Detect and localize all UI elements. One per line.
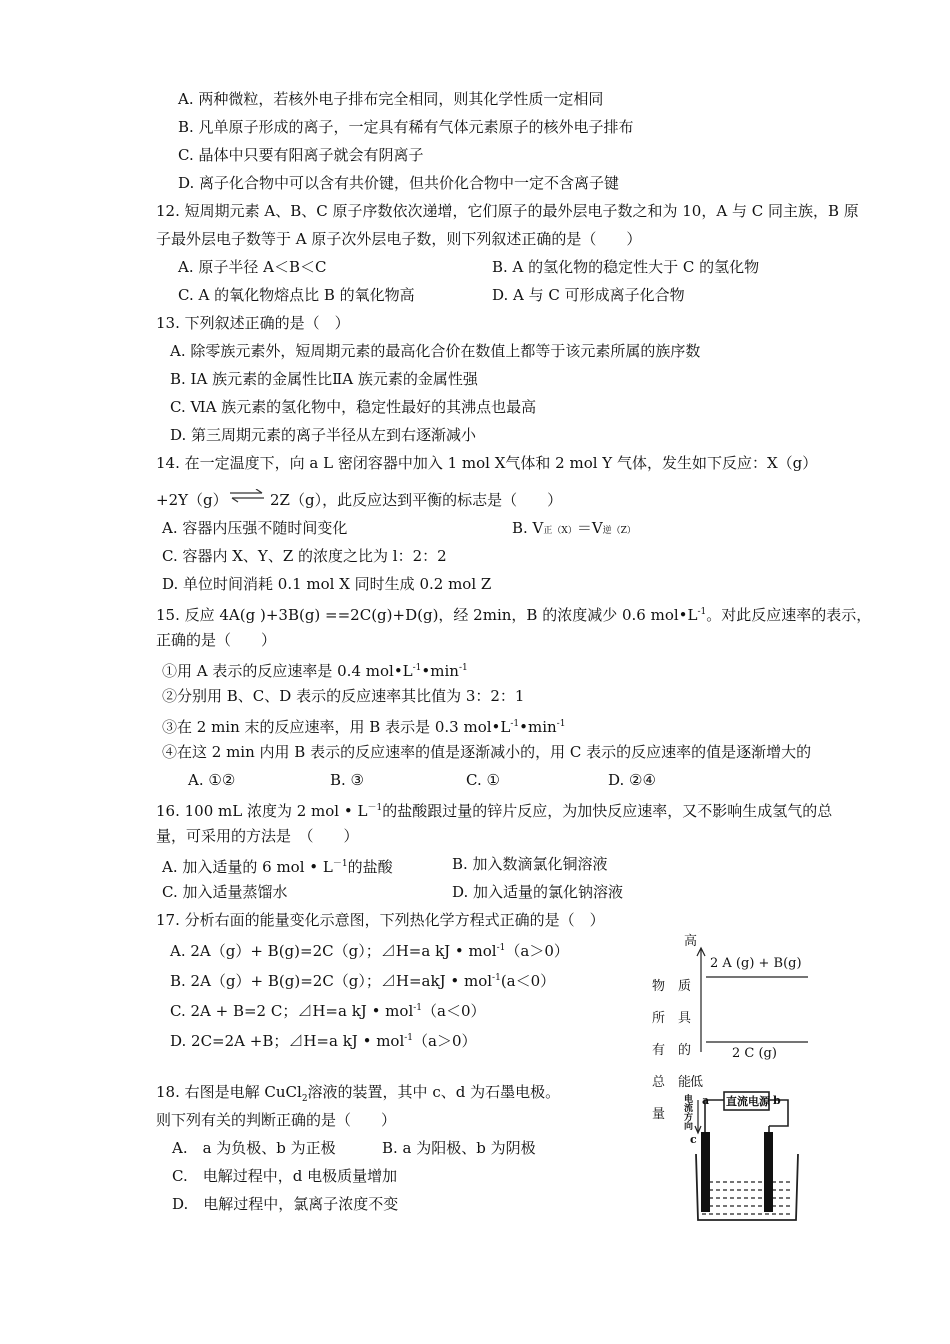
q18-stem-line1: 18. 右图是电解 CuCl$_2$溶液的装置，其中 c、d 为石墨电极。 (156, 1083, 561, 1104)
q18-option-d: D. 电解过程中，氯离子浓度不变 (172, 1195, 399, 1213)
q14-option-c: C. 容器内 X、Y、Z 的浓度之比为 l：2：2 (162, 547, 447, 565)
q14-stem-line2a: +2Y（g） (156, 491, 228, 509)
q14-option-a: A. 容器内压强不随时间变化 (162, 519, 348, 537)
energy-low-label: 低 (690, 1075, 704, 1090)
q12-option-a: A. 原子半径 A＜B＜C (178, 258, 327, 276)
q15-statement-4: ④在这 2 min 内用 B 表示的反应速率的值是逐渐减小的，用 C 表示的反应速率的值是逐渐增大的 (162, 743, 812, 761)
q15-statement-1: ①用 A 表示的反应速率是 0.4 $mol•L^{-1}•\min^{-1}$ (162, 662, 468, 680)
q15-stem-line2: 正确的是（ ） (156, 631, 277, 649)
q13-option-a: A. 除零族元素外，短周期元素的最高化合价在数值上都等于该元素所属的族序数 (170, 342, 701, 360)
current-arrow-icon (693, 1098, 703, 1138)
q15-option-b: B. ③ (330, 771, 365, 789)
energy-ylabel-row4: 总 能 (652, 1075, 692, 1090)
electrode-c-label: c (690, 1133, 697, 1146)
q14-option-b: B. V正（X）＝V逆（Z） (512, 519, 636, 537)
terminal-a-label: a (702, 1094, 710, 1107)
q16-stem-line1: 16. 100 mL 浓度为 2 mol • $L^{-1}$的盐酸跟过量的锌片反应，为加快反应速率，又不影响生成氢气的总 (156, 802, 833, 820)
energy-lower-level-label: 2 C (g) (732, 1046, 777, 1061)
terminal-b-label: b (773, 1094, 781, 1107)
energy-high-label: 高 (684, 934, 698, 949)
q16-option-b: B. 加入数滴氯化铜溶液 (452, 855, 608, 873)
q14-option-d: D. 单位时间消耗 0.1 mol X 同时生成 0.2 mol Z (162, 575, 492, 593)
current-direction-label: 电流方向 (684, 1095, 694, 1132)
q11-option-c: C. 晶体中只要有阳离子就会有阴离子 (178, 146, 424, 164)
q14-stem-line2b: 2Z（g），此反应达到平衡的标志是（ ） (270, 491, 563, 509)
q15-stem-line1: 15. 反应 4A(g )+3B(g) ==2C(g)+D(g)，经 2min，B 的浓度减少 0.6 $mol•L^{-1}$。对此反应速率的表示， (156, 606, 872, 624)
q17-option-c: C. 2A + B=2 C；⊿H=a kJ • mol$^{-1}$（a＜0） (170, 1002, 486, 1020)
q13-option-c: C. ⅥA 族元素的氢化物中，稳定性最好的其沸点也最高 (170, 398, 537, 416)
q12-stem-line2: 子最外层电子数等于 A 原子次外层电子数，则下列叙述正确的是（ ） (156, 230, 642, 248)
q12-option-c: C. A 的氧化物熔点比 B 的氧化物高 (178, 286, 415, 304)
q18-option-a: A. a 为负极、b 为正极 (172, 1139, 336, 1157)
q13-option-b: B. ⅠA 族元素的金属性比ⅡA 族元素的金属性强 (170, 370, 478, 388)
q15-option-a: A. ①② (188, 771, 236, 789)
q11-option-b: B. 凡单原子形成的离子，一定具有稀有气体元素原子的核外电子排布 (178, 118, 634, 136)
q18-option-c: C. 电解过程中，d 电极质量增加 (172, 1167, 398, 1185)
q14-stem-line1: 14. 在一定温度下，向 a L 密闭容器中加入 1 mol X气体和 2 mol Y 气体，发生如下反应：X（g） (156, 454, 818, 472)
q15-statement-2: ②分别用 B、C、D 表示的反应速率其比值为 3：2：1 (162, 687, 525, 705)
q12-stem-line1: 12. 短周期元素 A、B、C 原子序数依次递增，它们原子的最外层电子数之和为 10，A 与 C 同主族，B 原 (156, 202, 859, 220)
energy-ylabel-row1: 物 质 (652, 979, 692, 994)
electrode-d-label: d (765, 1141, 773, 1154)
q12-option-b: B. A 的氢化物的稳定性大于 C 的氢化物 (492, 258, 760, 276)
energy-ylabel-row2: 所 具 (652, 1011, 692, 1026)
q13-option-d: D. 第三周期元素的离子半径从左到右逐渐减小 (170, 426, 477, 444)
q15-statement-3: ③在 2 min 末的反应速率，用 B 表示是 0.3 $mol•L^{-1}•\min^{-1}$ (162, 718, 566, 736)
equilibrium-arrows-icon (228, 489, 266, 503)
energy-upper-level-label: 2 A (g) + B(g) (710, 956, 802, 971)
energy-ylabel-row5: 量 (652, 1107, 666, 1122)
q17-stem: 17. 分析右面的能量变化示意图，下列热化学方程式正确的是（ ） (156, 911, 605, 929)
q11-option-a: A. 两种微粒，若核外电子排布完全相同，则其化学性质一定相同 (178, 90, 604, 108)
q13-stem: 13. 下列叙述正确的是（ ） (156, 314, 350, 332)
q17-option-b: B. 2A（g）+ B(g)=2C（g）；⊿H=akJ • mol$^{-1}$(a＜0） (170, 972, 556, 990)
q12-option-d: D. A 与 C 可形成离子化合物 (492, 286, 685, 304)
q18-stem-line2: 则下列有关的判断正确的是（ ） (156, 1111, 397, 1129)
q11-option-d: D. 离子化合物中可以含有共价键，但共价化合物中一定不含离子键 (178, 174, 620, 192)
q17-option-d: D. 2C=2A +B；⊿H=a kJ • mol$^{-1}$（a＞0） (170, 1032, 477, 1050)
q16-option-c: C. 加入适量蒸馏水 (162, 883, 288, 901)
power-source-label: 直流电源 (726, 1095, 770, 1108)
q16-option-a: A. 加入适量的 6 mol • $L^{-1}$的盐酸 (162, 858, 393, 876)
q16-option-d: D. 加入适量的氯化钠溶液 (452, 883, 624, 901)
q17-option-a: A. 2A（g）+ B(g)=2C（g）；⊿H=a kJ • mol$^{-1}$（a＞0） (170, 942, 569, 960)
q15-option-c: C. ① (466, 771, 500, 789)
q16-stem-line2: 量，可采用的方法是 （ ） (156, 827, 359, 845)
q15-option-d: D. ②④ (608, 771, 656, 789)
energy-ylabel-row3: 有 的 (652, 1043, 692, 1058)
q18-option-b: B. a 为阳极、b 为阴极 (382, 1139, 536, 1157)
